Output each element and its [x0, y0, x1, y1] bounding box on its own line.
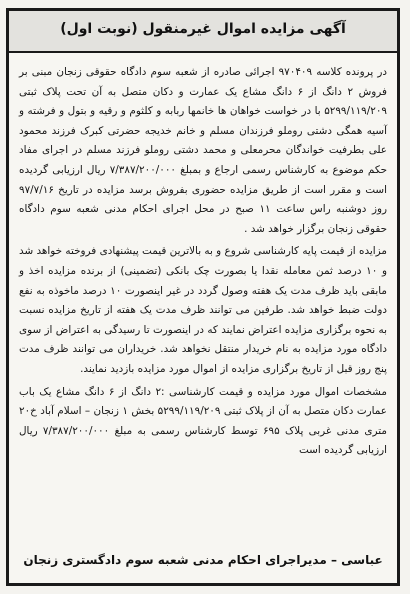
notice-frame — [6, 8, 400, 586]
notice-signature: عباسی – مدیراجرای احکام مدنی شعبه سوم دادگستری زنجان — [23, 553, 383, 567]
notice-body — [19, 63, 387, 464]
notice-paragraph-auction-terms: مزایده از قیمت پایه کارشناسی شروع و به بالاترین قیمت پیشنهادی فروخته خواهد شد و ۱۰ درصد ثمن معامله نقدا یا بصورت چک بانکی (تضمینی) از برنده مزایده اخذ و مابقی باید ظرف مدت یک هفته وصول گردد در غیر اینصورت ۱۰ درصد ماخوذه به نفع دولت ضبط خواهد شد. طرفین می توانند ظرف مدت یک هفته از تاریخ مزایده نسبت به نحوه برگزاری مزایده اعتراض نمایند که در اینصورت تا رسیدگی به اعتراض از سوی دادگاه مورد مزایده به نام خریدار منتقل نخواهد شد. خریداران می توانند ظرف مدت پنج روز قبل از تاریخ برگزاری مزایده از اموال مورد مزایده بازدید نمایند. — [19, 245, 388, 375]
notice-paragraph-property-specs: مشخصات اموال مورد مزایده و قیمت کارشناسی :۲ دانگ از ۶ دانگ مشاع یک باب عمارت دکان متصل به آن از پلاک ثبتی ۵۲۹۹/۱۱۹/۲۰۹ بخش ۱ زنجان – اسلام آباد خ۲۰ متری مدنی غربی پلاک ۶۹۵ توسط کارشناس رسمی به مبلغ ۷/۳۸۷/۲۰۰/۰۰۰ ریال ارزیابی گردیده است — [19, 385, 387, 457]
notice-paragraph-case-details: در پرونده کلاسه ۹۷۰۴۰۹ اجرائی صادره از شعبه سوم دادگاه حقوقی زنجان مبنی بر فروش ۲ دانگ از ۶ دانگ مشاع یک عمارت و دکان متصل به آن تحت پلاک ثبتی ۵۲۹۹/۱۱۹/۲۰۹ با در خواست خواهان ها خانمها ربابه و کلثوم و رقیه و بتول و فرشته و آسیه همگی دشتی روملو فرزندان مسلم و خانم خدیجه حضرتی کبرک فرزند محمود علی بطرفیت خواندگان محرمعلی و محمد دشتی روملو فرزند مسلم در اجرای مفاد حکم موضوع به کارشناس رسمی ارجاع و بمبلغ ۷/۳۸۷/۲۰۰/۰۰۰ ریال ارزیابی گردیده است و مقرر است از طریق مزایده حضوری بفروش برسد مزایده در تاریخ ۹۷/۷/۱۶ روز دوشنبه راس ساعت ۱۱ صبح در محل اجرای احکام مدنی شعبه سوم دادگاه حقوقی زنجان برگزار خواهد شد . — [19, 66, 387, 235]
notice-title: آگهی مزایده اموال غیرمنقول (نوبت اول) — [60, 21, 346, 37]
notice-header — [9, 11, 397, 53]
